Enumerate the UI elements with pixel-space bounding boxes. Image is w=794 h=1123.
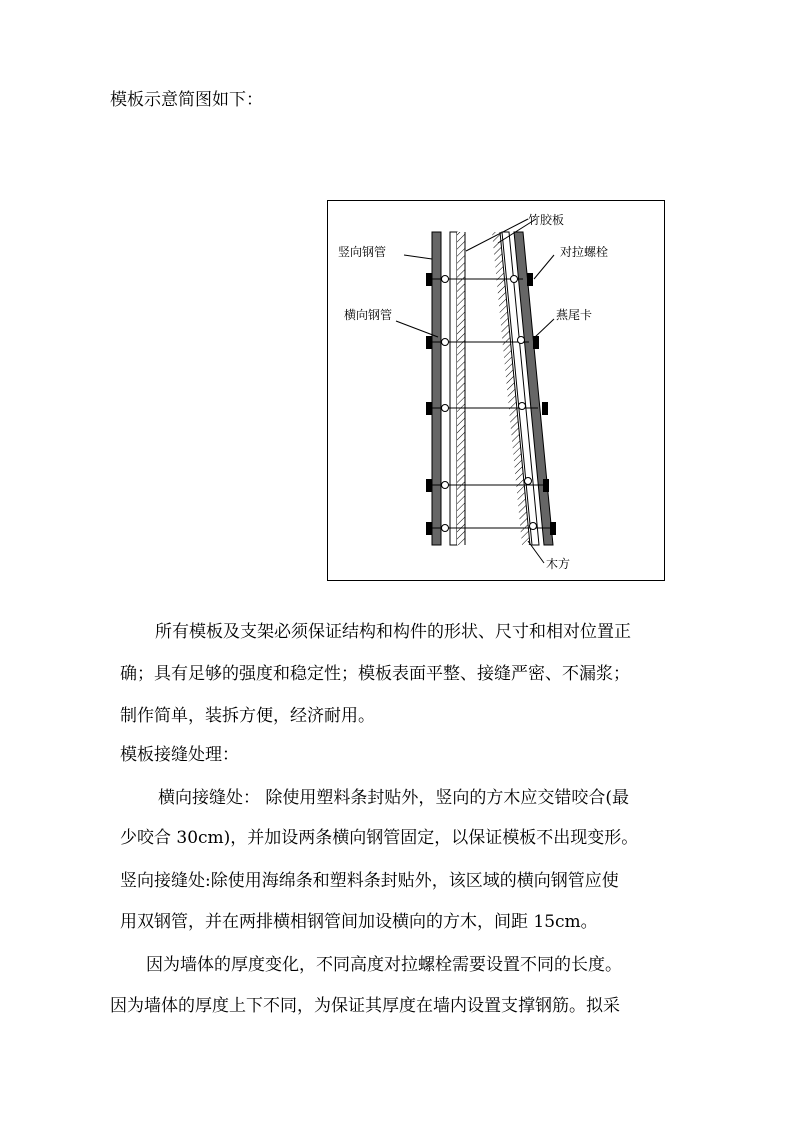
paragraph-2-line-2: 少咬合 30cm)，并加设两条横向钢管固定，以保证模板不出现变形。 — [120, 828, 639, 848]
paragraph-3-line-2: 用双钢管，并在两排横相钢管间加设横向的方木，间距 15cm。 — [120, 912, 598, 932]
label-vertical-pipe: 竖向钢管 — [338, 245, 387, 259]
paragraph-1-line-1: 所有模板及支架必须保证结构和构件的形状、尺寸和相对位置正 — [155, 622, 631, 642]
paragraph-1-line-3: 制作简单，装拆方便，经济耐用。 — [120, 706, 375, 726]
label-swallowtail-clip: 燕尾卡 — [556, 308, 593, 322]
label-horizontal-pipe: 横向钢管 — [344, 308, 393, 322]
label-bamboo-board: 竹胶板 — [528, 213, 565, 227]
section-heading: 模板接缝处理： — [120, 745, 239, 765]
paragraph-1-line-2: 确；具有足够的强度和稳定性；模板表面平整、接缝严密、不漏浆； — [120, 664, 630, 684]
paragraph-3-line-1: 竖向接缝处:除使用海绵条和塑料条封贴外，该区域的横向钢管应使 — [120, 871, 619, 891]
paragraph-4-line-1: 因为墙体的厚度变化，不同高度对拉螺栓需要设置不同的长度。 — [146, 955, 622, 975]
formwork-diagram — [327, 200, 665, 581]
label-tie-bolt: 对拉螺栓 — [560, 245, 609, 259]
intro-text: 模板示意简图如下： — [110, 90, 263, 110]
paragraph-2-line-1: 横向接缝处： 除使用塑料条封贴外，竖向的方木应交错咬合(最 — [158, 788, 630, 808]
tie-bolt-row-2 — [426, 336, 539, 349]
label-timber: 木方 — [546, 557, 571, 571]
paragraph-4-line-2: 因为墙体的厚度上下不同，为保证其厚度在墙内设置支撑钢筋。拟采 — [110, 996, 620, 1016]
tie-bolt-row-1 — [426, 273, 533, 286]
tie-bolt-row-3 — [426, 402, 548, 415]
